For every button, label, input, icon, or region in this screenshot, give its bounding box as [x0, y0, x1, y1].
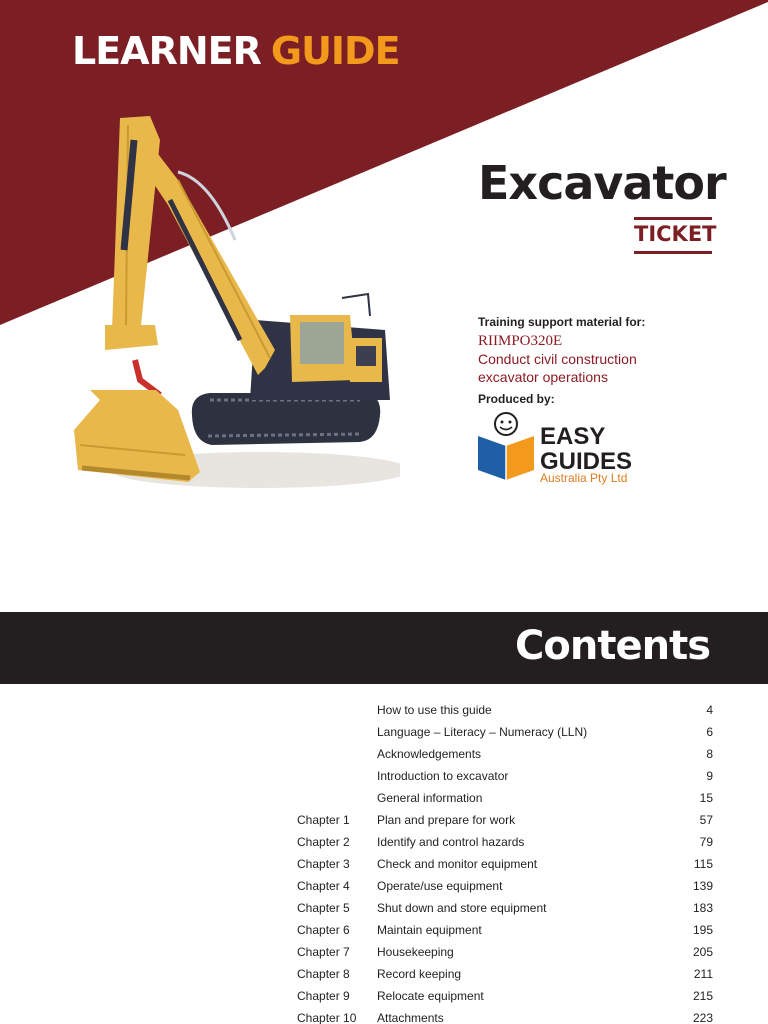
toc-chapter: Chapter 4	[297, 879, 350, 893]
toc-page-number: 9	[706, 769, 713, 783]
toc-row[interactable]	[297, 831, 713, 853]
toc-page-number: 205	[692, 945, 713, 959]
toc-title: Shut down and store equipment	[377, 901, 547, 915]
toc-title: How to use this guide	[377, 703, 492, 717]
unit-code: RIIMPO320E	[478, 333, 563, 349]
toc-page-number: 223	[692, 1011, 713, 1024]
toc-title: Acknowledgements	[377, 747, 482, 761]
toc-title: Housekeeping	[377, 945, 454, 959]
publisher-subname: Australia Pty Ltd	[540, 471, 628, 485]
guide-title	[72, 29, 400, 73]
toc-chapter	[297, 721, 377, 743]
ticket-rule-top	[634, 217, 712, 220]
toc-title: Maintain equipment	[377, 923, 482, 937]
toc-page-number: 15	[699, 791, 713, 805]
toc-chapter: Chapter 2	[297, 835, 350, 849]
contents-title: Contents	[515, 623, 710, 669]
contents-banner	[0, 612, 768, 684]
toc-row[interactable]	[297, 919, 713, 941]
toc-title: Introduction to excavator	[377, 769, 509, 783]
toc-page-number: 8	[706, 747, 713, 761]
table-of-contents	[297, 699, 713, 1024]
ticket-rule-bottom	[634, 251, 712, 254]
toc-row[interactable]	[297, 743, 713, 765]
toc-page-number: 6	[706, 725, 713, 739]
toc-page-number: 211	[693, 967, 713, 981]
toc-chapter: Chapter 7	[297, 945, 350, 959]
toc-chapter: Chapter 3	[297, 857, 350, 871]
toc-row[interactable]	[297, 1007, 713, 1024]
toc-row[interactable]	[297, 897, 713, 919]
product-subtitle: TICKET	[634, 222, 717, 246]
toc-title: Attachments	[377, 1011, 444, 1024]
toc-page-number: 183	[692, 901, 713, 915]
toc-title: General information	[377, 791, 483, 805]
toc-page-number: 79	[699, 835, 713, 849]
guide-title-guide: GUIDE	[270, 29, 400, 73]
guide-title-learner: LEARNER	[72, 29, 261, 73]
toc-page-number: 115	[693, 857, 713, 871]
publisher-name: EASY GUIDES	[540, 423, 633, 475]
toc-row[interactable]	[297, 765, 713, 787]
toc-chapter	[297, 787, 377, 809]
toc-title: Language – Literacy – Numeracy (LLN)	[377, 725, 588, 739]
product-title: Excavator	[478, 156, 726, 210]
toc-title: Operate/use equipment	[377, 879, 503, 893]
toc-chapter: Chapter 1	[297, 813, 350, 827]
toc-chapter	[297, 699, 377, 721]
toc-row[interactable]	[297, 699, 713, 721]
toc-page-number: 195	[692, 923, 713, 937]
toc-row[interactable]	[297, 853, 713, 875]
toc-page-number: 139	[692, 879, 713, 893]
toc-page-number: 57	[699, 813, 713, 827]
excavator-illustration	[60, 110, 400, 500]
toc-row[interactable]	[297, 721, 713, 743]
toc-row[interactable]	[297, 963, 713, 985]
toc-row[interactable]	[297, 787, 713, 809]
toc-chapter: Chapter 9	[297, 989, 350, 1003]
produced-by-label: Produced by:	[478, 392, 555, 406]
book-reader-logo-icon	[476, 410, 536, 482]
toc-chapter: Chapter 10	[297, 1011, 357, 1024]
toc-chapter: Chapter 5	[297, 901, 350, 915]
toc-row[interactable]	[297, 875, 713, 897]
toc-title: Identify and control hazards	[377, 835, 525, 849]
toc-chapter: Chapter 8	[297, 967, 350, 981]
toc-page-number: 4	[706, 703, 713, 717]
toc-chapter	[297, 765, 377, 787]
training-label: Training support material for:	[478, 315, 646, 329]
toc-title: Relocate equipment	[377, 989, 484, 1003]
toc-chapter	[297, 743, 377, 765]
unit-name: Conduct civil construction excavator operations	[478, 351, 637, 385]
toc-page-number: 215	[692, 989, 713, 1003]
toc-title: Record keeping	[377, 967, 462, 981]
toc-title: Plan and prepare for work	[377, 813, 516, 827]
toc-chapter: Chapter 6	[297, 923, 350, 937]
toc-row[interactable]	[297, 809, 713, 831]
toc-row[interactable]	[297, 985, 713, 1007]
toc-title: Check and monitor equipment	[377, 857, 538, 871]
toc-row[interactable]	[297, 941, 713, 963]
